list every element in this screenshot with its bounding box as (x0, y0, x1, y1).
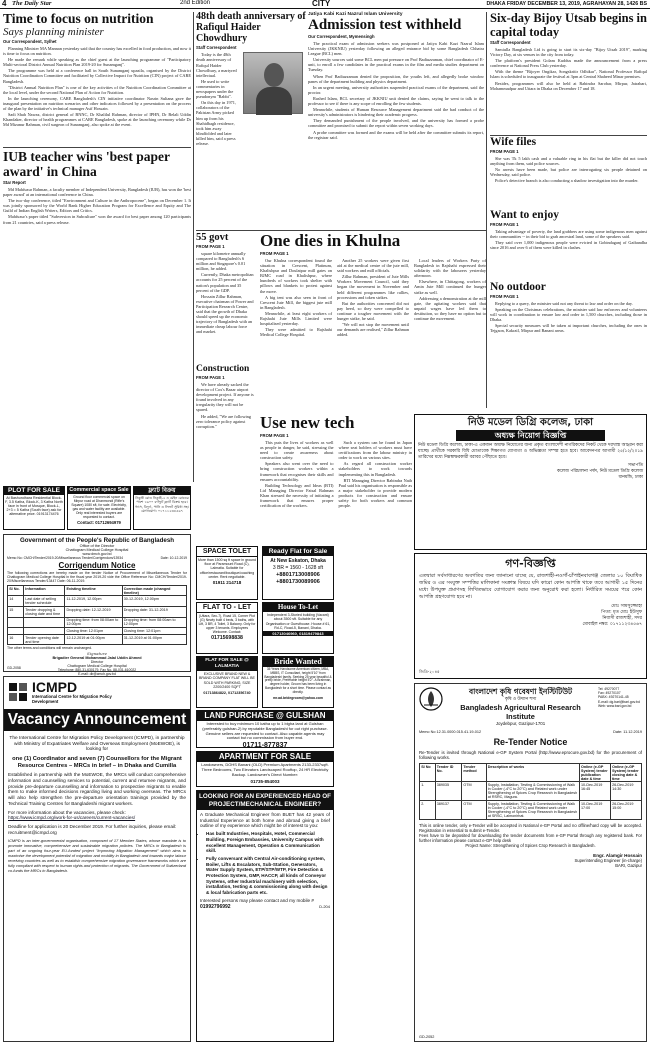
notice-intro: The following corrections are hereby made on the tender Notice of Procurement of Miscellaneous Tender for Chattogram Medical College Hospital in the fiscal year 2019-20 vide the Office Reference No: CMCH/Tender/2019-20/Miscellaneous Tender/13447 Date: 06-11-2019. (7, 571, 187, 584)
paragraph: Meanwhile, at least eight workers of Rajshahi Jute Mills Limited were hospitalised yesterday. (260, 310, 332, 327)
ad-text: 35 Years Handsome American citizen, MBA, MBBS, IT Consultant, height 5'10" from Bangladeshi family. Seeking 25 year beautiful & pretty bride, Preferable height 5'2". A Brahman, degree holder, Groom has been living in Bangladesh for a short time. Please contact as directly. (264, 667, 332, 694)
column-rule (486, 12, 487, 408)
list-item: • Has built Industries, Hospitals, Hotel, Commercial Building, Foreign Embassies, University Campus with excellent Management, Operation & Communication skill. (206, 831, 330, 854)
cell: 2. (420, 801, 436, 820)
cell: Tender opening date and time (24, 634, 65, 645)
paragraph: "District Annual Nutrition Plan" is one of the key activities of the Nutrition Coordination Committee at the local level, under the second National Plan of Action for Nutrition. (3, 84, 191, 95)
table-row (8, 617, 187, 628)
note-project: Project Name: Strengthening of Spices Crop Research in Bangladesh. (465, 843, 596, 849)
ad-phone: 01735-854003 (250, 778, 280, 784)
article-body (3, 187, 191, 225)
paragraph: A probe committee was formed and the exams will be held after the committee submits its report, the registrar said. (308, 129, 484, 140)
signature-block (7, 651, 187, 676)
bari-sub-bn: কৃষি ও উদ্যান শস্য (504, 697, 537, 702)
ad-plot-for-sale (3, 486, 65, 530)
ad-text: Ground floor commercial space on Mirpur road at Dhanmondi (Rifle's Square) 1080 sft, for sale. Electricity, gas and water facility are available. Only real interested buyers are requested to contact. (71, 495, 127, 519)
ad-title: LOOKING FOR AN EXPERIENCED HEAD OF PROJECT/MECHANICAL ENGINEER? (197, 791, 333, 810)
signatory-org: Chattogram Medical College Hospital (67, 664, 127, 669)
bari-place: Joydebpur, Gazipur-1701 (495, 721, 546, 726)
ad-title: House To-Let (263, 603, 333, 612)
bari-name-en: Bangladesh Agricultural Research Institute (460, 703, 581, 721)
paragraph: Such a system can be found in Japan where seat holders of workers must have certifications from the labour ministry in order to work on various sites. (338, 440, 412, 461)
memo-row (419, 730, 642, 734)
notice-text: নিউ মডেল ডিগ্রি কলেজ, ঢাকা-এ একজন অধ্যক্ষ নিয়োগের জন্য প্রকৃত বাংলাদেশী নাগরিকদের নিকট থেকে দরখাস্ত আহ্বান করা যাচ্ছে। প্রার্থীকে সরকারি বিধি মোতাবেক শিক্ষাগত যোগ্যতা ও অভিজ্ঞতা সম্পন্ন হতে হবে। আবেদনপত্র আগামী ২৫/১২/২০১৯ তারিখের মধ্যে নিম্নস্বাক্ষরকারী বরাবর পৌঁছাতে হবে। (418, 443, 643, 460)
paragraph: They said over 1,000 indigenous people were evicted in Gobindaganj of Gaibandha since 2016 and over 6 of them were killed in clashes. (490, 240, 647, 251)
ad-flat-bangla (133, 486, 191, 530)
paragraph: Replying to a query, the minister said not any threat to law and order on the day. (495, 301, 633, 306)
re-tender-table (419, 763, 642, 820)
headline: Six-day Bijoy Utsab begins in capital today (490, 11, 647, 39)
paragraph: Meanwhile, students of Human Resource Management department said the bad conduct of the university's administrators is hindering their academic progress. (308, 107, 484, 118)
paragraph: In the launching ceremony, CARE Bangladesh's CIN initiative coordinator Nasrin Sultana gave the inaugural presentation on nutrition scenarios and other indicators followed by a presentation on the process of the plan by the initiative's technical manager Asif Hossain. (3, 95, 191, 112)
cell: 14 (8, 596, 24, 607)
article-body (490, 47, 647, 91)
table-header: Existing timeline (65, 585, 122, 596)
headline: Construction (196, 364, 250, 374)
paragraph: Taking advantage of poverty, the land grabbers are using some indigenous men against their communities -- in their bid to grab ancestral land, some of the speakers said. (490, 229, 647, 240)
paragraph: Samiulla Bangladesh Ltd is going to start its six-day "Bijoy Utsab 2019", marking Victory Day, at six venues in the city from today. (490, 47, 647, 58)
notice-intro: Re-Tender is invited through National e-GP System Portal (http://www.eprocure.gov.bd) for the procurement of following works. (419, 750, 642, 761)
paragraph: In an urgent meeting, university authorities suspended practical exams of the department, said the proctor. (308, 84, 484, 95)
ad-space-tolet (196, 546, 258, 600)
paper-name: The Daily Star (12, 0, 52, 7)
paragraph: Currently, Dhaka metropolitan accounts for 25 percent of the nation's population and 35 percent of the GDP. (196, 272, 254, 293)
cell: Supply, Installation, Testing & Commissioning of Walk in Cooler (-4°C to 20°C) and Related work under Strengthening of Spices Crop Research in Bangladesh at SRSC, Lalmonirhat. (486, 801, 579, 820)
ad-title: LAND PURCHASE @ GULSHAN (197, 711, 333, 721)
article-wife-files (490, 136, 647, 206)
paragraph: Speakers also went over the need to bring construction workers within a framework that recognises their skills and ensures accountability. (260, 461, 334, 482)
signature-block (419, 853, 642, 868)
byline: Our Correspondent, Mymensingh (308, 34, 375, 39)
article-iub (3, 150, 191, 310)
icmpd-body: Established in partnership with the MoEWOE, the MRCs will conduct comprehensive information and counselling services to potential, current and returnee migrants, and provide pre-departure counselling and information to prospective migrants to enable them to make informed decisions regarding living and working overseas. The MRCs will also help strengthen the pre-departure orientation trainings provided by the Technical Training Centres for Bangladeshi migrant workers. (8, 772, 186, 806)
headline: One dies in Khulna (260, 231, 401, 250)
paragraph: The practical exam of admission seekers was postponed at Jatiya Kabi Kazi Nazrul Islam University (JKKNIU) yesterday following an alleged entrance bid by some Bangladesh Chhatra League (BCL) men. (308, 41, 484, 57)
article-khulna (260, 232, 486, 410)
ad-house-to-let (262, 602, 334, 654)
cell: 26-Dec-2019 15:00 (610, 801, 641, 820)
signatory-name: Engr. Alamgir Hossain (593, 852, 642, 858)
icmpd-vacancy (3, 676, 191, 1042)
ad-phone: 01911 214718 (212, 580, 242, 586)
table-header-row (420, 763, 642, 782)
article-body (490, 156, 647, 183)
headline: Want to enjoy (490, 209, 559, 221)
ad-text: A Graduate Mechanical Engineer from BUET has 42 years of Industrial Experience at both home and abroad giving a brief outline of my experience which might be of interest to you: (200, 812, 330, 829)
from-page: FROM PAGE 1 (260, 251, 289, 256)
ad-looking-engineer (196, 790, 334, 1042)
cell: Dropping date: 31-12-2019 (122, 606, 186, 617)
vacancy-banner: Vacancy Announcement (4, 709, 190, 731)
article-no-outdoor (490, 281, 647, 357)
section-name: CITY (312, 0, 331, 8)
headline: 55 govt (196, 232, 229, 243)
table-header: Description of works (486, 763, 579, 782)
paragraph: This puts the lives of workers as well as people in danger, he said, stressing the need to create awareness about construction safety. (260, 440, 334, 461)
cell: 11-12-2019, 12.00pm (65, 596, 122, 607)
ad-phone: Contact: 01712694979 (77, 520, 121, 525)
article-jkkniu (308, 12, 484, 142)
paragraph: The two-day conference, titled "Environment and Culture in the Anthropocene", began on December 1. It was jointly sponsored by the World Bank Higher Education Program for Excellence and Equity and The Guild of Indian English Writers, Editors and Critics. (3, 198, 191, 214)
cell: 15 (8, 606, 24, 617)
icmpd-logo-icon (8, 682, 28, 702)
article-body (490, 229, 647, 250)
paragraph: Besides, programmes will also be held at Rabindra Sarobar, Mirpur, Jatrabari, Mohammadpur and Uttara in Dhaka on December 17 and 18. (490, 80, 647, 91)
ad-text: (Uttara, Sec-7), Road 15, Corner Plot (G) Newly built 4 beds, 3 baths, with Lift, 3 BR, 4 Toilet, 3 Balcony. Only for upper 3 tenants. Employees Welcome. Contact: (198, 614, 256, 635)
headline: IUB teacher wins 'best paper award' in China (3, 149, 170, 179)
paragraph: We have already sacked the director of Cox's Bazar airport development project. If anyone is found involved in any irregularity they will not be spared. (196, 382, 254, 413)
paragraph: Special security measures will be taken at important churches, including the ones in Tejgaon, Kakrail, Mirpur and Banani areas. (490, 323, 647, 334)
subhead: Says planning minister (3, 26, 104, 38)
ad-ready-flat (262, 546, 334, 600)
signature: Signature (86, 651, 107, 657)
ad-commercial-space (67, 486, 131, 530)
notice-title: Corrigendum Notice (58, 561, 136, 570)
memo-number: Memo No 12.31.0000.015.41.19-012 (419, 730, 482, 734)
ad-title: ফ্ল্যাট বিক্রয় (134, 487, 190, 495)
cell: 10-Dec-2019 17:00 (579, 801, 610, 820)
notice-gono-biggopti (414, 553, 647, 679)
paragraph: They demanded punishment of the people involved, and the university has formed a probe committee and promised to submit the report within seven working days. (308, 118, 484, 129)
cell: Dropping date: 12-12-2019 (65, 606, 122, 617)
cell: 16 (8, 634, 24, 645)
icmpd-about: ICMPD is an inter-governmental organisation, composed of 17 Member States, whose mandate is to promote innovative, comprehensive and sustainable migration policies. The MRCs in Bangladesh is part of an ongoing four-year EU-funded project "Improving Migration Management" which aims to maximise the development potential of migration and mobility in Bangladesh and towards major labour receiving countries as well as to establish comprehensive migration governance frameworks which are fully compliant with respect to human rights and protection of migrants. The Government of Switzerland co-funds the MRCs in Bangladesh. (8, 838, 186, 873)
paragraph: On this day in 1971, collaborators of the Pakistan Army picked him up from his Shahidbagh residence, took him away blindfolded and later killed him, said a press release. (196, 100, 236, 146)
gd-reference: GD-2052 (419, 1035, 435, 1039)
cell: Supply, Installation, Testing & Commissioning of Walk in Cooler (-4°C to 20°C) and Related work under Strengthening of Spices Crop Research in Bangladesh at RSRC, Magura. (486, 782, 579, 801)
cell: 1. (420, 782, 436, 801)
table-header: Correction made (changed timeline) (122, 585, 186, 596)
table-header: Sl No (420, 763, 436, 782)
edition: 2nd Edition (180, 0, 211, 6)
paragraph: The programme was held at a conference hall in South Sunamganj upazila, organised by the District Nutrition Coordination Committee and facilitated by Collective Impact for Nutrition (CIN) project of CARE Bangladesh. (3, 68, 191, 84)
article-construction (196, 364, 254, 472)
ad-text: EXCLUSIVE BRAND NEW & BRAND COMPANY FLAT WILL BE SOLD WITH PARKING, SIZE 2200/2400 SQFT (199, 672, 255, 690)
ad-phone: 01713864822, 01712356740 (203, 690, 251, 695)
icmpd-logo (8, 680, 186, 704)
notice-signoff: মোঃ সামসুজ্জোহা পিতা: মৃত মোঃ ইউসুফ নিবাসী রাজশাহী, সদর মোবাইল নম্বর: ০১৭১১২৩৪৫৬৭ (582, 604, 642, 627)
table-row (8, 596, 187, 607)
ad-phone: 01713046960, 01819479843 (263, 631, 333, 636)
ad-title: PLOT FOR SALE (4, 487, 64, 495)
cell: 389137 (435, 801, 462, 820)
cell: Last date of selling tender schedule (24, 596, 65, 607)
ad-land-purchase (196, 710, 334, 748)
org-name: Government of the People's Republic of Bangladesh (19, 537, 175, 544)
paragraph: Sadi Shah Nawaz, district general of BNNC, Dr Khalilul Rahman, director of IPHN, Dr Belali Uddin Khandaker, director of health programmes at CARE Bangladesh, spoke at the launching ceremony while Dr Md Mizanur Rahman, civil surgeon of Sunamganj, also spoke at the event. (3, 112, 191, 128)
cell: OTM (462, 801, 486, 820)
notice-subtitle: অধ্যক্ষ নিয়োগ বিজ্ঞপ্তি (456, 430, 605, 441)
cell: 10-Dec-2019 16:45 (579, 782, 610, 801)
article-six-day (490, 12, 647, 134)
paragraph: As regard all construction worker stakeholders to work towards implementing this in Bangladesh. (338, 461, 412, 477)
article-body (3, 46, 191, 127)
paragraph: When Prof Badiuzzaman denied the proposition, the youths left, and allegedly broke window panes of the department building and physics department. (308, 73, 484, 84)
paragraph: Zillur Rahman, president of Jute Mills Workers Movement Council, said they began the movement in November and held different programmes like rallies, processions and token strikes. (337, 274, 409, 300)
cell: 12-12-2019 at 01:00pm (65, 634, 122, 645)
table-row (8, 606, 187, 617)
paragraph: Hossain Zillur Rahman, executive chairman of Power and Participation Research Centre, said that the growth of Dhaka should speed up the economic trajectory of Bangladesh with an immediate cheap labour force and market. (196, 293, 254, 335)
corrigendum-table (7, 585, 187, 646)
paragraph: He added, "We are following zero tolerance policy against corruption." (196, 413, 251, 429)
place: Chattogram Medical College Hospital (65, 548, 129, 552)
ad-text: নিকুঞ্জ রোড নিকুঞ্জ-২ এ মেইন রোডের পাশে ১৬০০ বর্গফুট ফ্ল্যাট বিক্রয় হবে। গ্যাস, বিদ্যুৎ, পানি ও লিফট সুবিধা সহ। যোগাযোগ: ০১৭১১২৩৪৫৬৭ (135, 496, 189, 513)
ad-text: Interested to buy minimum 10 katha up to 1 bigha land at Gulshan (preferably gulshan-2) by reputable Bangladeshi for out right purchase. Genuine sellers are requested to contact. Also capable agents may contact but no commission from buyer end. (202, 721, 328, 741)
kicker: Jatiya Kabi Kazi Nazrul Islam University (308, 12, 403, 17)
ad-flat-to-let (196, 602, 258, 654)
cell: Closing time: 12:01pm (122, 628, 186, 635)
cell: Closing time: 12:01pm (65, 628, 122, 635)
article-body (490, 301, 647, 334)
icmpd-deadline: Deadline for application is 20 December 2019. For further inquiries, please email: recruitment@icmpd.org (8, 824, 177, 835)
signatory-org: BARI, Gazipur (615, 862, 642, 868)
headline: Time to focus on nutrition (3, 11, 154, 26)
masthead (0, 0, 650, 9)
table-header-row (8, 585, 187, 596)
paragraph: Another 25 workers were given first aid at the medical centre of the jute mill, said workers and mill officials. (337, 258, 409, 274)
cell: OTM (462, 782, 486, 801)
ad-flat-lalmatia (196, 656, 258, 708)
byline: Our Correspondent, Sylhet (3, 39, 57, 44)
headline: Wife files (490, 136, 537, 148)
ad-title: Bride Wanted (263, 657, 333, 667)
icmpd-positions: one (1) Coordinator and seven (7) Counsellors for the Migrant Resource Centres – MRCs in brief – in Dhaka and Cumilla (12, 755, 182, 769)
bari-header (419, 687, 642, 726)
ad-apartment-sale (196, 751, 334, 787)
byline: Staff Correspondent (490, 40, 531, 45)
notice-text: এতদ্বারা সর্বসাধারণের অবগতির জন্য জানানো যাচ্ছে যে, রাজশাহী-নওগাঁ-চাঁপাইনবাবগঞ্জ জেলার ১০ বিঘাধিক জমির ও এর সংযুক্ত সম্পত্তির মালিকানা সংক্রান্ত বিষয়ে যদি কারো কোন আপত্তি থাকে তবে আগামী ১৫ দিনের মধ্যে উপযুক্ত প্রমাণসহ লিখিতভাবে যোগাযোগ করার জন্য অনুরোধ করা হলো। নির্ধারিত সময়ের পরে কোন আপত্তি গ্রহণযোগ্য হবে না। (419, 573, 642, 600)
ad-footer: Interested persons may please contact and my mobile # (200, 897, 314, 903)
logo-subtitle: International Centre for Migration Policy Development (32, 694, 112, 704)
paragraph: Addressing a demonstration at the mill gate, the agitating workers said that unpaid wages have led them to destitution, so they have no option but to continue the movement. (414, 295, 486, 322)
memo-date: Date: 11.12.2019 (613, 730, 642, 734)
section-rule (490, 135, 647, 136)
headline: Use new tech (260, 413, 355, 432)
notice-footer: The other terms and conditions will remain unchanged. (7, 646, 93, 651)
headline: 48th death anniversary of Rafiqul Haider Chowdhury (196, 11, 306, 44)
ad-bride-wanted (262, 656, 334, 708)
ad-phone: +8801713008906 +8801730089906 (276, 572, 320, 585)
paragraph: "We will not stop the movement until our demands are realised," Zillur Rahman added. (337, 322, 409, 338)
icmpd-link[interactable]: https://www.icmpd.org/work-for-us/careers/current-vacancies/ (8, 815, 136, 821)
ad-phone: 01711-877837 (242, 742, 288, 750)
article-use-new-tech (260, 414, 412, 538)
byline: Star Report (3, 180, 26, 185)
cell (24, 617, 65, 628)
cell: 389035 (435, 782, 462, 801)
ad-size: 3 BR = 1560 - 1628 sft (272, 565, 324, 571)
bari-re-tender (414, 683, 647, 1042)
paragraph: But the authorities concerned did not pay heed, so they were compelled to continue a tougher movement with the hunger strike, he said. (337, 300, 409, 322)
paragraph: Today is the 48th death anniversary of Rafiqul Haider Chowdhury, a martyred intellectual. (196, 52, 237, 78)
paragraph: She was Tk 5 lakh cash and a valuable ring in his flat but the killer did not touch anything from them, said police sources. (490, 156, 647, 167)
ad-title: FLAT FOR SALE @ LALMATIA (197, 657, 257, 671)
cell: Dropping time: from 08:00am to 12:00pm (122, 617, 186, 628)
table-header: Online (e-GP System) tender closing date & time (610, 763, 641, 782)
paragraph: Our Khulna correspondent found the situation in Crescent, Platinum, Khalishpur and Doulatpur mill gates on BJMC road in Khalishpur, where hundreds of workers took shelter with pillows and blankets to protest against the move. (260, 258, 332, 294)
article-body (260, 258, 486, 337)
notice-signoff: সভাপতি কলেজ পরিচালনা পর্ষদ, নিউ মডেল ডিগ্রি কলেজ ধানমন্ডি, ঢাকা (556, 463, 643, 480)
cell: Tender dropping & closing date and time (24, 606, 65, 617)
from-page: FROM PAGE 1 (196, 244, 225, 249)
cell: 26-Dec-2019 14:30 (610, 782, 641, 801)
list-item: • Fully conversant with Central Air-conditioning system, Boiler, Lifts & Escalators, Sub-Station, Generators, Water Supply System, ETP/STP/WTP, Fire Detection & Protection System, GMP, HACCP, all kinds of Conveyor Systems, other Industrial machinery with selection, installation, testing & commissioning along with design & local fabrication parts etc. (206, 856, 330, 896)
icmpd-more: For more information about the vacancies, please check: (8, 809, 126, 815)
paragraph: With the theme "Bijoyer Ongikar, Songskritir Odhikar", National Professor Rafiqul Islam is scheduled to inaugurate the festival at 3pm at Central Shaheed Minar premises. (490, 69, 647, 80)
memo-number: Memo No: CMCH/Tender/2019-20/Miscellaneous Tender/Corrigendum/13934 (7, 556, 124, 560)
ad-text: At Bashundhara Residential Block-F, 3.5 Katha, Block-K, 3 Katha North face in front of Mosque, Block-L, 2+3 = 5 Katha (South face) ask for alternative price. 01913174476 (5, 496, 63, 517)
portrait-photo (243, 52, 303, 114)
article-body (196, 382, 254, 429)
ad-subtitle: At New Eskaton, Dhaka (270, 558, 326, 564)
ad-text: More than 1500 sq ft space in ground floor at Paramount Road (C), Lalmatia. Suitable for office/restaurant/boutique/coaching center. Rent negotiable. (198, 558, 256, 579)
table-header: Online (e-GP System) tender publication date & time (579, 763, 610, 782)
cell: Dropping time: from 08:00am to 12:00pm (65, 617, 122, 628)
headline: No outdoor (490, 281, 546, 293)
ad-bullet-list (197, 831, 333, 896)
memo-date: Date: 10-12-2019 (160, 556, 187, 560)
signatory-name: Brigadier General Mohammad Jalal Uddin Ahmed (52, 656, 142, 661)
cell: 30-12-2019, 12.00pm (122, 596, 186, 607)
ad-phone: 01992796992 (200, 903, 231, 910)
paragraph: Planning Minister MA Mannan yesterday said that the country has excelled in food production, and now it is time to focus on nutrition. (3, 46, 191, 57)
paragraph: Local leaders of Workers Party of Bangladesh in Rajshahi expressed their solidarity with the labourers yesterday afternoon. (414, 258, 486, 279)
gd-reference: GD-2058 (7, 666, 21, 670)
paragraph: No arrests have been made, but police are interrogating six people detained on Wednesday, said police. (490, 167, 647, 178)
section-rule (196, 230, 486, 231)
paragraph: Md Mahfuzur Rahman, a faculty member of Independent University, Bangladesh (IUB), has won the 'best paper award' at an international conference in China. (3, 187, 191, 198)
ad-text: Independent 3-Storied building (Vacant) about 3500 sft. Suitable for any Organisation or Guesthouse. House # 61, Rd-C, Road-5, Banani, Dhaka. (265, 613, 331, 630)
ad-title: SPACE TOLET (197, 547, 257, 557)
logo-text: ICMPD (32, 679, 78, 695)
article-rafiqul (196, 12, 306, 230)
table-header: Tender method (462, 763, 486, 782)
office: Office of the Director (79, 544, 115, 548)
byline: Staff Correspondent (196, 45, 237, 51)
from-page: FROM PAGE 1 (490, 149, 519, 154)
ad-title: Ready Flat for Sale (263, 547, 333, 556)
corrigendum-notice (3, 534, 191, 677)
ad-email: mr.ad.bridegroom@yahoo.com (272, 695, 324, 700)
headline: Admission test withheld (308, 17, 462, 33)
paragraph: He used to write commentaries in newspapers under the pseudonym "Rabbi". (196, 78, 234, 100)
paragraph: University sources said some BCL men put pressure on Prof Badiuzzaman, chief coordinator of E-unit, to enroll a few candidates in the practical exams in the film and media studies department on Tuesday. (308, 57, 484, 73)
table-row (420, 801, 642, 820)
paragraph: BTI Managing Director Rabindra Nath Paul said his organisation is responsible as a major stakeholder to provide modern products for construction and ensure safety for both workers and common people. (338, 477, 412, 509)
article-55-govt (196, 232, 254, 362)
paragraph: Rashed Islam, BCL secretary of JKKNIU unit denied the claims, saying he went to talk to the professor to see if there is any scope of enrolling the few students. (308, 95, 484, 107)
cell (24, 628, 65, 635)
paragraph: Building Technology and Ideas (BTI) Ltd Managing Director Faisal Rahman Khan stressed the necessity of initiating a framework that ensures proper certification of the workers. (260, 482, 334, 509)
paragraph: square kilometre annually compared to Bangladesh's 6 million and Singapore's 0.01 million, he added. (196, 251, 246, 272)
notice-new-model-college (414, 414, 647, 550)
table-header: Sl No. (8, 585, 24, 596)
gd-reference: জিডি-২০৪৫ (419, 669, 440, 674)
paragraph: They were admitted to Rajshahi Medical College Hospital. (260, 327, 332, 338)
ad-title: FLAT TO - LET (197, 603, 257, 613)
signatory-title: Superintending Engineer (in-charge) (574, 857, 642, 863)
paragraph: Mahfuzur's paper titled "Subversion in Subculture" won the award for best paper among 120 participants from 21 countries, said a press release. (3, 214, 191, 225)
table-row (8, 628, 187, 635)
signatory-contact: Telephone: 880-31-630179, Fax No. 88-031-610022 (57, 668, 137, 673)
table-row (420, 782, 642, 801)
from-page: FROM PAGE 1 (490, 294, 519, 299)
paragraph: A big tent was also seen in front of Crescent Jute Mill, the biggest jute mill in Bangladesh. (260, 294, 332, 310)
article-time-to-focus (3, 12, 191, 146)
from-page: FROM PAGE 1 (490, 222, 519, 227)
column-rule (193, 12, 194, 482)
notice-title: নিউ মডেল ডিগ্রি কলেজ, ঢাকা (467, 417, 594, 428)
table-header: Information (24, 585, 65, 596)
signatory-email: E-mail: dir@cmch.gov.bd (78, 672, 116, 677)
ad-contact-row (197, 904, 333, 910)
from-page: FROM PAGE 1 (260, 433, 289, 438)
article-body (196, 251, 254, 335)
article-want-to-enjoy (490, 209, 647, 279)
paragraph: He made the remark while speaking as the chief guest at the launching programme of "Participatory Multi-sectoral District Annual Nutrition Plan 2019-20 for Sunamganj". (3, 57, 191, 68)
ad-title: Commercial space Sale (69, 487, 129, 493)
notice-title: Re-Tender Notice (493, 737, 568, 747)
ad-phone: 01715698838 (211, 635, 243, 642)
memo-row (7, 556, 187, 560)
date-line: DHAKA FRIDAY DECEMBER 13, 2019, AGRAHAYAN 28, 1426 BS (486, 0, 647, 7)
website: www.dmch.gov.bd (82, 552, 112, 556)
from-page: FROM PAGE 1 (196, 375, 225, 380)
paragraph: The platform's president Golam Kuddus made the announcement from a press conference at National Press Club yesterday. (490, 58, 647, 69)
signatory-title: Director (90, 660, 104, 665)
article-body (196, 52, 240, 147)
note-online: This is online tender, only e-Tender will be accepted in National e-GP Portal and no offline/hard copy will be accepted. Registration in essential to submit e-Tender. (419, 822, 642, 833)
ad-title: APARTMENT FOR SALE (197, 752, 333, 762)
paragraph: Speaking on the Christmas celebrations, the minister said law enforcers and volunteers will work in coordination to ensure law and order in 1,500 churches, including those in Dhaka. (490, 307, 647, 323)
paragraph: Elsewhere, in Chittagong, workers of Amin Jute Mill continued the hunger strike as well. (414, 279, 486, 295)
ad-text: Landowners, DOHS Banani (OLD) Premium Apartments 2133-2337sqft. Three Bedrooms, Two Elevators Landscaped Rooftop, 24 HR Electricity Backup. Landowner's Direct Number: (201, 762, 329, 777)
bari-logo-icon (419, 687, 443, 711)
notice-title: গণ-বিজ্ঞপ্তি (505, 557, 556, 570)
paragraph: Police's detective branch is also conducting a shadow investigation into the murder. (495, 178, 639, 184)
table-header: Tender ID No. (435, 763, 462, 782)
cell (8, 628, 24, 635)
article-body (260, 440, 412, 509)
article-body (308, 41, 484, 140)
bari-contact: Tel: 49270077 Fax: 49270107 PABX: 49270141-45 E-mail: dg.bari@bari.gov.bd Web: www.bari.gov.bd (598, 687, 640, 708)
ad-reference: D-204 (319, 903, 330, 909)
icmpd-intro: The International Centre for Migration Policy Development (ICMPD), in partnership with Ministry of Expatriates Welfare and Overseas Employment (MoEWOE), is looking for (9, 736, 185, 753)
page-number: 4 (2, 0, 7, 8)
cell: 31-12-2019 at 01:00pm (122, 634, 186, 645)
note-fees: Fees have to be deposited for downloading the tender documents from e-GP Portal through any registered bank. For further information please contact e-GP help desk (419, 833, 642, 844)
bari-name-bn: বাংলাদেশ কৃষি গবেষণা ইনস্টিটিউট (468, 687, 572, 696)
cell (8, 617, 24, 628)
table-row (8, 634, 187, 645)
section-rule (3, 147, 191, 148)
